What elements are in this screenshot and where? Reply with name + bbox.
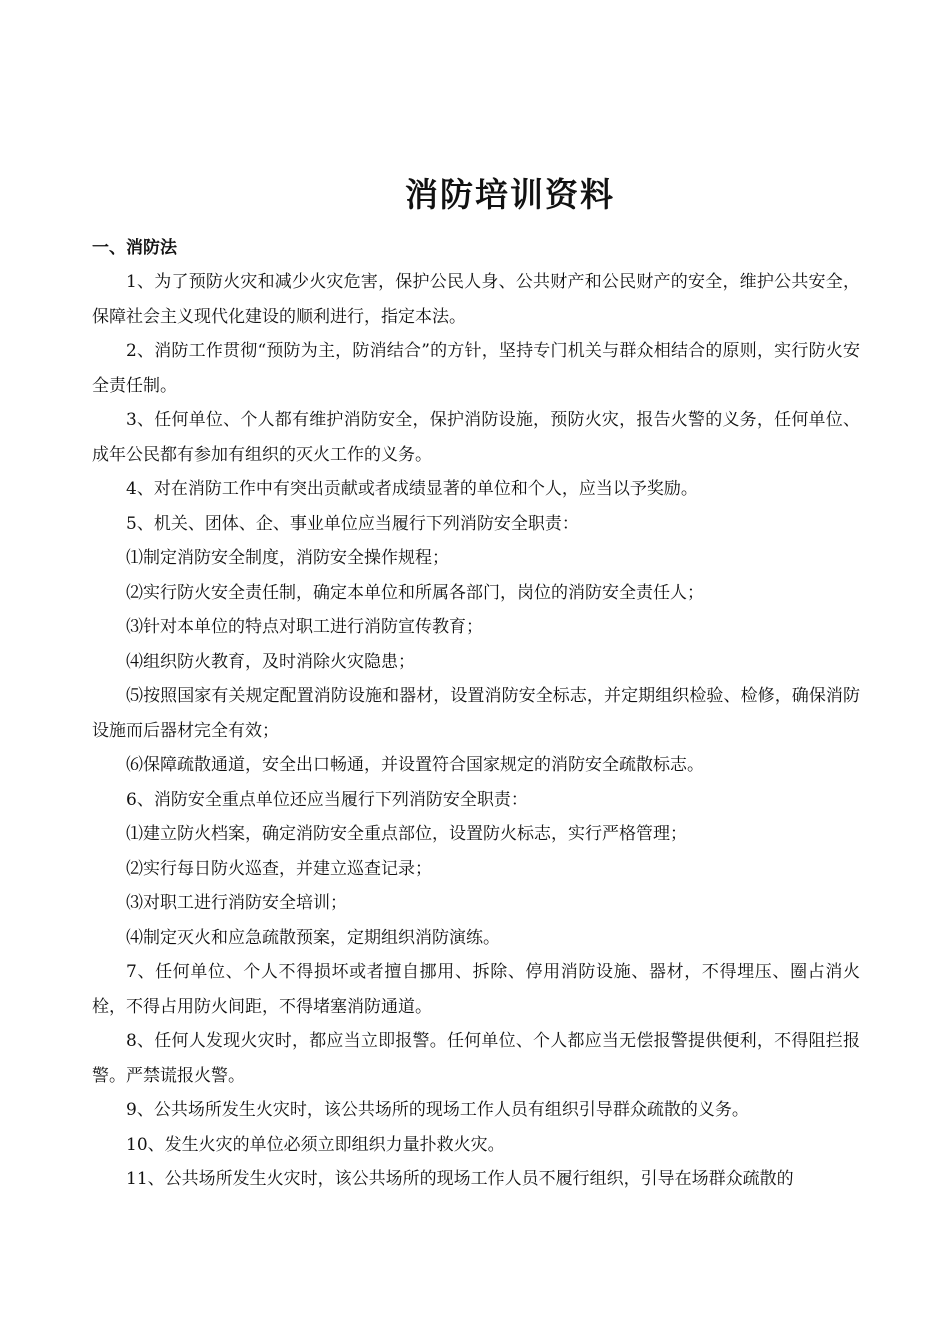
- paragraph-5-item-3: ⑶针对本单位的特点对职工进行消防宣传教育；: [126, 617, 483, 637]
- paragraph-5: 5、机关、团体、企、事业单位应当履行下列消防安全职责：: [126, 513, 579, 534]
- paragraph-3: 3、任何单位、个人都有维护消防安全，保护消防设施，预防火灾，报告火警的义务，任何单位、成年公民都有参加有组织的灭火工作的义务。: [92, 410, 860, 465]
- paragraph-5-item-2: ⑵实行防火安全责任制，确定本单位和所属各部门，岗位的消防安全责任人；: [126, 582, 704, 603]
- paragraph-5-item-1: ⑴制定消防安全制度，消防安全操作规程；: [126, 548, 449, 568]
- paragraph-8: 8、任何人发现火灾时，都应当立即报警。任何单位、个人都应当无偿报警提供便利，不得阻拦报警。严禁谎报火警。: [92, 1031, 860, 1086]
- paragraph-6-item-3: ⑶对职工进行消防安全培训；: [126, 893, 347, 913]
- paragraph-5-item-4: ⑷组织防火教育，及时消除火灾隐患；: [126, 651, 415, 672]
- paragraph-5-item-6: ⑹保障疏散通道，安全出口畅通，并设置符合国家规定的消防安全疏散标志。: [126, 755, 704, 775]
- section-heading: 一、消防法: [92, 238, 177, 258]
- paragraph-1: 1、为了预防火灾和减少火灾危害，保护公民人身、公共财产和公民财产的安全，维护公共安全，保障社会主义现代化建设的顺利进行，指定本法。: [92, 272, 860, 327]
- paragraph-2: 2、消防工作贯彻“预防为主，防消结合”的方针，坚持专门机关与群众相结合的原则，实行防火安全责任制。: [92, 341, 860, 396]
- paragraph-11: 11、公共场所发生火灾时，该公共场所的现场工作人员不履行组织，引导在场群众疏散的: [126, 1169, 794, 1189]
- paragraph-6-item-1: ⑴建立防火档案，确定消防安全重点部位，设置防火标志，实行严格管理；: [126, 824, 687, 844]
- document-title: 消防培训资料: [405, 175, 615, 214]
- paragraph-6-item-4: ⑷制定灭火和应急疏散预案，定期组织消防演练。: [126, 927, 500, 948]
- paragraph-6: 6、消防安全重点单位还应当履行下列消防安全职责：: [126, 789, 528, 810]
- document-body: [92, 265, 860, 1197]
- paragraph-4: 4、对在消防工作中有突出贡献或者成绩显著的单位和个人，应当以予奖励。: [126, 479, 698, 499]
- paragraph-5-item-5: ⑸按照国家有关规定配置消防设施和器材，设置消防安全标志，并定期组织检验、检修，确保消防设施而后器材完全有效；: [92, 686, 860, 741]
- paragraph-10: 10、发生火灾的单位必须立即组织力量扑救火灾。: [126, 1134, 505, 1155]
- paragraph-7: 7、任何单位、个人不得损坏或者擅自挪用、拆除、停用消防设施、器材，不得埋压、圈占消火栓，不得占用防火间距，不得堵塞消防通道。: [92, 962, 860, 1017]
- paragraph-9: 9、公共场所发生火灾时，该公共场所的现场工作人员有组织引导群众疏散的义务。: [126, 1100, 749, 1120]
- paragraph-6-item-2: ⑵实行每日防火巡查，并建立巡查记录；: [126, 858, 432, 879]
